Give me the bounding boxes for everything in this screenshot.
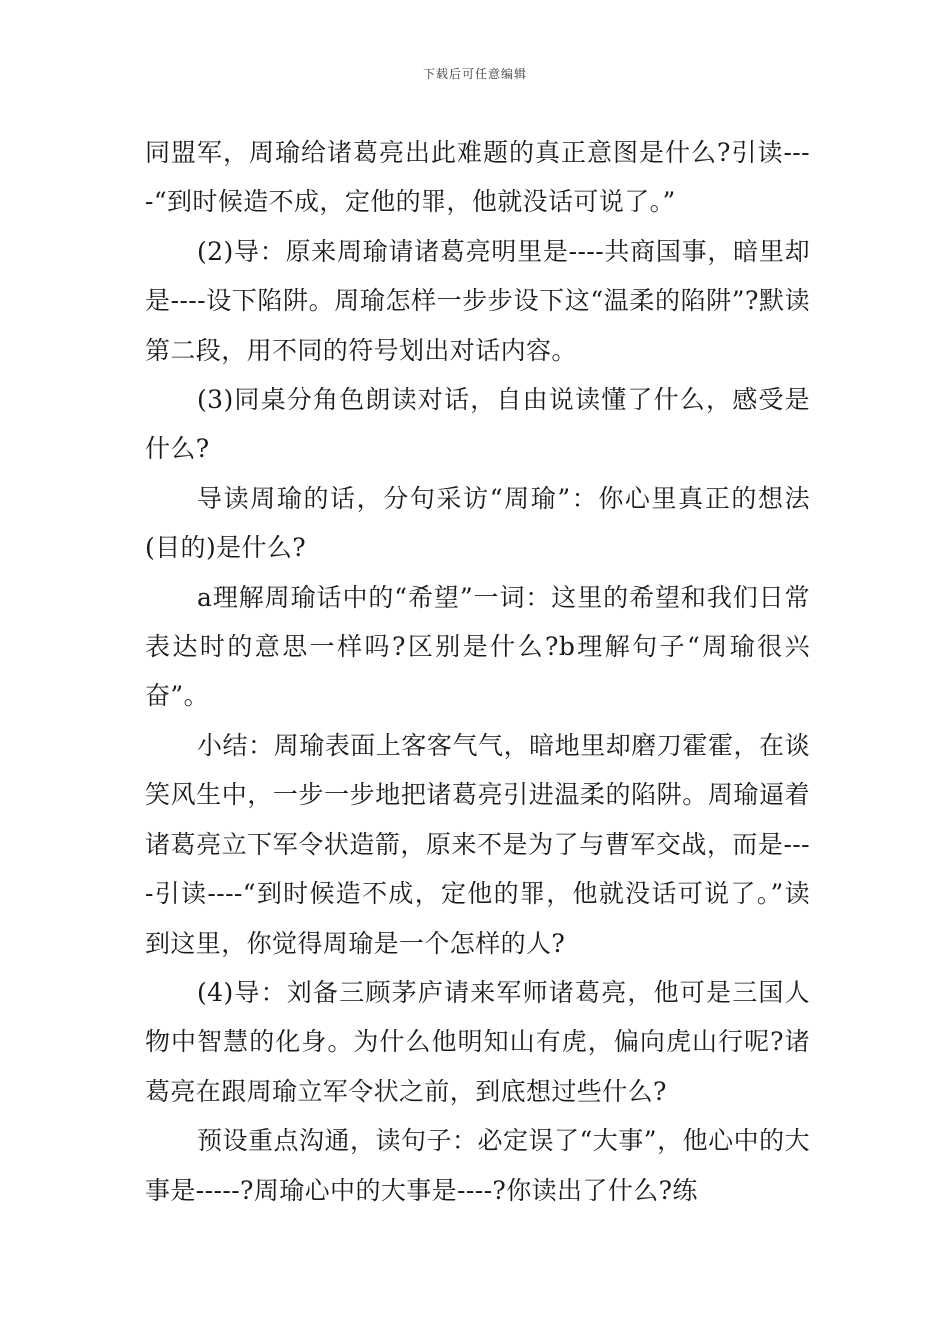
page-header: 下载后可任意编辑	[422, 67, 527, 81]
body-text	[145, 128, 810, 1215]
paragraph-2: (2)导：原来周瑜请诸葛亮明里是----共商国事，暗里却是----设下陷阱。周瑜怎样一步步设下这“温柔的陷阱”?默读第二段，用不同的符号划出对话内容。	[145, 236, 810, 365]
paragraph-7: (4)导：刘备三顾茅庐请来军师诸葛亮，他可是三国人物中智慧的化身。为什么他明知山有虎，偏向虎山行呢?诸葛亮在跟周瑜立军令状之前，到底想过些什么?	[145, 977, 810, 1106]
paragraph-8: 预设重点沟通，读句子：必定误了“大事”，他心中的大事是-----?周瑜心中的大事是----?你读出了什么?练	[145, 1126, 810, 1205]
paragraph-5: a理解周瑜话中的“希望”一词：这里的希望和我们日常表达时的意思一样吗?区别是什么?b理解句子“周瑜很兴奋”。	[145, 582, 810, 711]
paragraph-3: (3)同桌分角色朗读对话，自由说读懂了什么，感受是什么?	[145, 385, 810, 464]
paragraph-6: 小结：周瑜表面上客客气气，暗地里却磨刀霍霍，在谈笑风生中，一步一步地把诸葛亮引进温柔的陷阱。周瑜逼着诸葛亮立下军令状造箭，原来不是为了与曹军交战，而是----引读----“到时候造不成，定他的罪，他就没话可说了。”读到这里，你觉得周瑜是一个怎样的人?	[145, 730, 810, 958]
paragraph-4: 导读周瑜的话，分句采访“周瑜”：你心里真正的想法(目的)是什么?	[145, 483, 810, 563]
paragraph-1: 同盟军，周瑜给诸葛亮出此难题的真正意图是什么?引读----“到时候造不成，定他的罪，他就没话可说了。”	[145, 138, 810, 217]
